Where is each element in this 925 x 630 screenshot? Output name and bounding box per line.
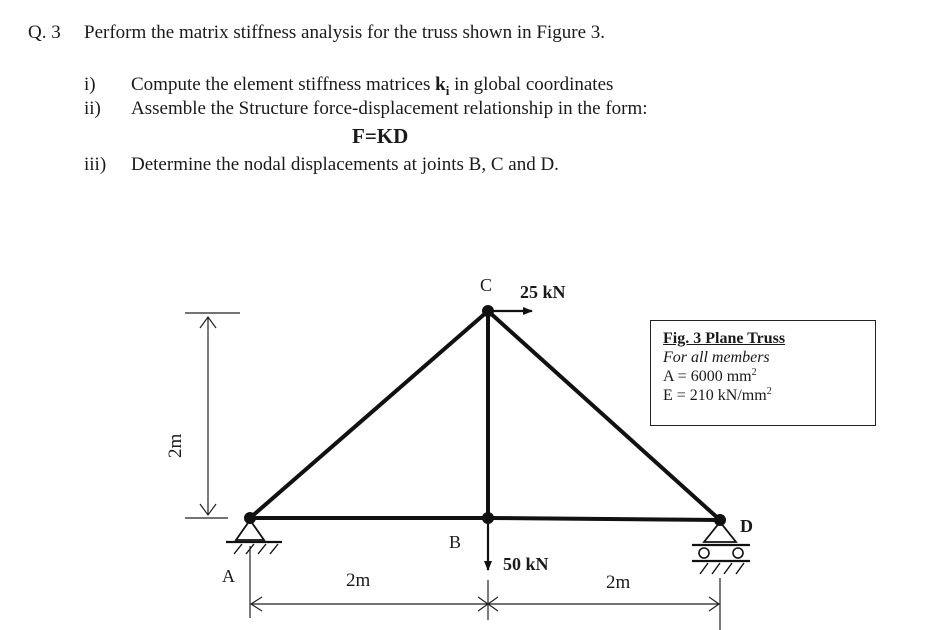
stiffness-subscript: i	[445, 82, 450, 98]
load-label-c: 25 kN	[520, 282, 566, 302]
info-box-area	[663, 367, 875, 386]
load-label-b: 50 kN	[503, 554, 549, 574]
roller-wheel	[699, 548, 709, 558]
joint-label-a: A	[222, 566, 235, 586]
roller-wheel	[733, 548, 743, 558]
span-left-label: 2m	[346, 570, 371, 591]
item-ii-number: ii)	[84, 98, 101, 119]
joint-b	[482, 512, 494, 524]
height-dimension	[165, 313, 240, 518]
span-dimension	[250, 546, 720, 630]
figure-info-box	[650, 320, 876, 426]
item-i-number: i)	[84, 74, 96, 95]
joint-label-d: D	[740, 516, 753, 536]
ground-hatch	[736, 563, 744, 574]
item-ii-text: Assemble the Structure force-displacement relationship in the form:	[131, 98, 648, 119]
info-box-title: Fig. 3 Plane Truss	[663, 330, 786, 347]
ground-hatch	[270, 544, 278, 554]
span-right-label: 2m	[606, 572, 631, 593]
joint-d	[714, 514, 726, 526]
stiffness-symbol: k	[435, 74, 446, 95]
ground-hatch	[258, 544, 266, 554]
modulus-value: E = 210 kN/mm	[663, 387, 767, 404]
pin-support-a	[226, 520, 282, 554]
question-number: Q. 3	[28, 22, 61, 43]
ground-hatch	[712, 563, 720, 574]
ground-hatch	[234, 544, 242, 554]
modulus-exponent: 2	[766, 386, 772, 397]
ground-hatch	[700, 563, 708, 574]
area-exponent: 2	[751, 367, 757, 378]
joint-label-c: C	[480, 275, 493, 295]
item-i-text-before: Compute the element stiffness matrices	[131, 74, 436, 95]
equation: F=KD	[352, 124, 409, 148]
question-title: Perform the matrix stiffness analysis for the truss shown in Figure 3.	[84, 22, 606, 43]
info-box-subtitle: For all members	[663, 349, 770, 366]
ground-hatch	[724, 563, 732, 574]
height-label: 2m	[165, 433, 186, 458]
joint-a	[244, 512, 256, 524]
item-i-text-after: in global coordinates	[449, 74, 614, 95]
item-iii-number: iii)	[84, 154, 107, 175]
area-value: A = 6000 mm	[663, 368, 752, 385]
member-ac	[250, 311, 488, 518]
member-bd	[488, 518, 720, 520]
joint-label-b: B	[449, 532, 462, 552]
item-iii-text: Determine the nodal displacements at joints B, C and D.	[131, 154, 559, 175]
info-box-modulus	[663, 386, 875, 405]
